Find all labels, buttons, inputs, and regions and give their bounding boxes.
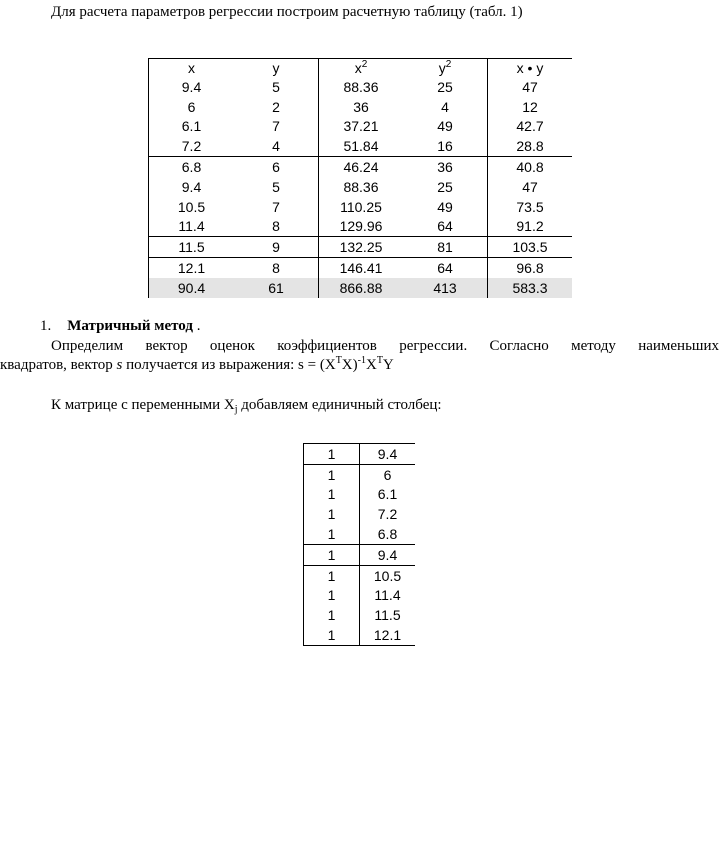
table-cell: 7.2 [149, 136, 235, 156]
table-cell: 2 [272, 98, 280, 115]
table-cell: 73.5 [488, 197, 573, 217]
total-cell: 90.4 [149, 278, 235, 298]
table-cell: 40.8 [488, 157, 573, 177]
total-cell: 413 [403, 278, 488, 298]
table-cell: 7 [272, 198, 280, 215]
table-cell: 81 [403, 237, 488, 258]
table-cell: 88.36 [319, 177, 404, 197]
table-cell: 103.5 [488, 237, 573, 258]
table-cell: 25 [437, 78, 453, 95]
table-cell: 46.24 [319, 157, 404, 177]
table-cell: 25 [437, 178, 453, 195]
table-cell: 4 [441, 98, 449, 115]
matrix-cell: 6.8 [360, 524, 416, 544]
table-cell: 96.8 [488, 258, 573, 278]
matrix-row [304, 444, 416, 465]
table-cell: 129.96 [319, 217, 404, 237]
table-row [149, 97, 573, 117]
matrix-cell: 6 [360, 464, 416, 484]
matrix-row [304, 464, 416, 484]
matrix-cell: 6.1 [360, 485, 416, 505]
table-cell: 12 [488, 97, 573, 117]
table-cell: 42.7 [488, 117, 573, 137]
table-cell: 10.5 [149, 197, 235, 217]
para1-line2: квадратов, вектор s получается из выражения: $s = (X^TX)^{-1}X^TY$ [0, 355, 394, 373]
table-cell: 64 [437, 218, 453, 235]
matrix-cell: 9.4 [360, 444, 416, 465]
matrix-cell: 11.4 [360, 586, 416, 606]
matrix-cell: 1 [304, 524, 360, 544]
matrix-row [304, 544, 416, 565]
table-cell: 9 [234, 237, 319, 258]
table-cell: 6.1 [149, 117, 235, 137]
table-row [149, 117, 573, 137]
table-row [149, 237, 573, 258]
table-cell: 7 [272, 118, 280, 135]
matrix-cell: 10.5 [360, 565, 416, 585]
table-cell: 36 [403, 157, 488, 177]
total-cell: 866.88 [319, 278, 404, 298]
matrix-cell: 1 [304, 605, 360, 625]
header-xy: x • y [488, 59, 573, 78]
table-row [149, 77, 573, 97]
table-row [149, 217, 573, 237]
table-header-row [149, 59, 573, 78]
matrix-row [304, 485, 416, 505]
matrix-cell: 1 [304, 464, 360, 484]
table-cell: 132.25 [319, 237, 404, 258]
matrix-row [304, 565, 416, 585]
table-cell: 12.1 [149, 258, 235, 278]
table-row [149, 157, 573, 177]
table-cell: 8 [272, 218, 280, 235]
table-row [149, 197, 573, 217]
table-cell: 9.4 [149, 177, 235, 197]
table-cell: 37.21 [319, 117, 404, 137]
matrix-cell: 1 [304, 504, 360, 524]
table-cell: 88.36 [319, 77, 404, 97]
matrix-cell: 1 [304, 544, 360, 565]
header-x-squared: $x^2$ [319, 59, 404, 78]
table-cell: 47 [488, 77, 573, 97]
table-cell: 36 [319, 97, 404, 117]
totals-row [149, 278, 573, 298]
matrix-row [304, 586, 416, 606]
calculation-table [148, 58, 572, 298]
header-y: y [234, 59, 319, 78]
total-cell: 61 [234, 278, 319, 298]
table-cell: 5 [272, 78, 280, 95]
table-row [149, 177, 573, 197]
table-cell: 16 [437, 138, 453, 155]
matrix-row [304, 625, 416, 645]
table-cell: 9.4 [149, 77, 235, 97]
matrix-cell: 7.2 [360, 504, 416, 524]
section-heading: 1. Матричный метод . [40, 318, 201, 334]
matrix-cell: 11.5 [360, 605, 416, 625]
table-cell: 49 [437, 118, 453, 135]
header-x: x [149, 59, 235, 78]
matrix-cell: 9.4 [360, 544, 416, 565]
table-cell: 4 [272, 138, 280, 155]
table-cell: 8 [234, 258, 319, 278]
table-row [149, 136, 573, 156]
section-number: 1. [40, 318, 52, 334]
table-cell: 28.8 [488, 136, 573, 156]
para2: К матрице с переменными $X_j$ добавляем единичный столбец: [51, 397, 442, 415]
table-cell: 6.8 [149, 157, 235, 177]
matrix-cell: 1 [304, 485, 360, 505]
table-cell: 6 [234, 157, 319, 177]
matrix-row [304, 524, 416, 544]
table-row [149, 258, 573, 278]
table-cell: 91.2 [488, 217, 573, 237]
para1-line1: Определим вектор оценок коэффициентов регрессии. Согласно методу наименьших [51, 338, 719, 354]
total-cell: 583.3 [488, 278, 573, 298]
matrix-cell: 1 [304, 444, 360, 465]
matrix-cell: 1 [304, 565, 360, 585]
matrix-cell: 12.1 [360, 625, 416, 645]
table-cell: 11.5 [149, 237, 235, 258]
table-cell: 11.4 [149, 217, 235, 237]
table-cell: 49 [437, 198, 453, 215]
table-cell: 110.25 [319, 197, 404, 217]
intro-text: Для расчета параметров регрессии построим расчетную таблицу (табл. 1) [51, 4, 523, 20]
design-matrix [303, 443, 415, 646]
matrix-row [304, 605, 416, 625]
table-cell: 146.41 [319, 258, 404, 278]
table-cell: 47 [488, 177, 573, 197]
matrix-row [304, 504, 416, 524]
matrix-cell: 1 [304, 586, 360, 606]
matrix-cell: 1 [304, 625, 360, 645]
header-y-squared: $y^2$ [403, 59, 488, 78]
table-cell: 51.84 [319, 136, 404, 156]
section-title: Матричный метод [67, 318, 193, 334]
table-cell: 6 [149, 97, 235, 117]
table-cell: 5 [272, 178, 280, 195]
table-cell: 64 [403, 258, 488, 278]
